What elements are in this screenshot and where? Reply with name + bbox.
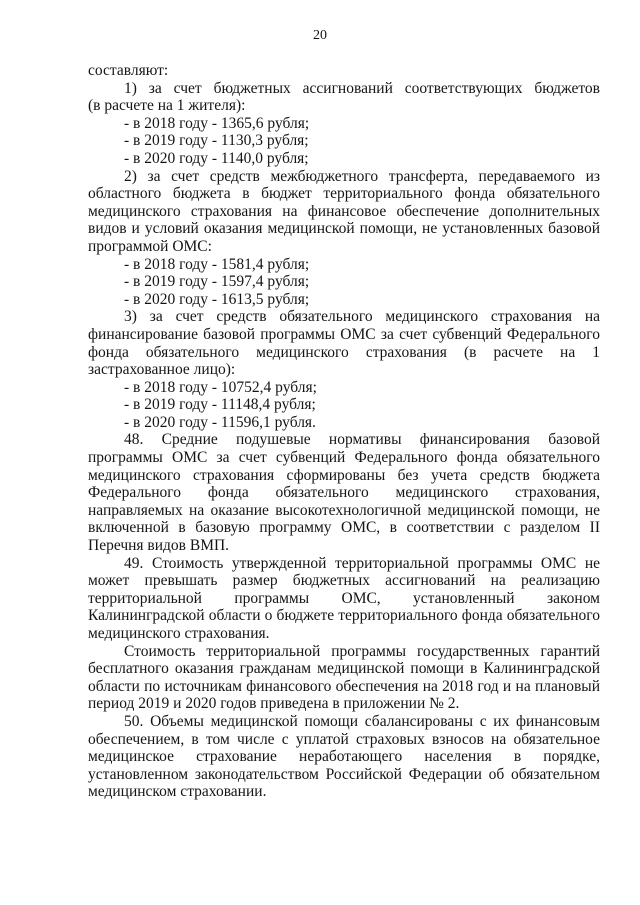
text-line: - в 2019 году - 1597,4 рубля; bbox=[124, 273, 310, 291]
text-line: территориальной программы ОМС, установленный законом bbox=[88, 589, 600, 607]
text-line: медицинское страхование неработающего населения в порядке, bbox=[88, 748, 600, 766]
text-line: застрахованное лицо): bbox=[88, 361, 236, 379]
text-line: составляют: bbox=[88, 62, 169, 79]
text-line: - в 2019 году - 1130,3 рубля; bbox=[124, 132, 309, 150]
text-line: - в 2020 году - 11596,1 рубля. bbox=[124, 413, 316, 431]
text-line: - в 2018 году - 1365,6 рубля; bbox=[124, 114, 310, 132]
text-line: программой ОМС: bbox=[88, 237, 212, 255]
text-line: видов и условий оказания медицинской помощи, не установленных базовой bbox=[88, 220, 600, 238]
text-line: 3) за счет средств обязательного медицинского страхования на bbox=[124, 308, 600, 326]
text-line: включенной в базовую программу ОМС, в соответствии с разделом II bbox=[88, 519, 600, 537]
text-line: медицинского страхования. bbox=[88, 625, 270, 642]
text-line: программы ОМС за счет субвенций Федерального фонда обязательного bbox=[88, 449, 600, 467]
text-line: 2) за счет средств межбюджетного трансферта, передаваемого из bbox=[124, 167, 600, 185]
text-line: фонда обязательного медицинского страхования (в расчете на 1 bbox=[88, 343, 600, 361]
text-line: (в расчете на 1 жителя): bbox=[88, 97, 246, 115]
text-line: 49. Стоимость утвержденной территориальной программы ОМС не bbox=[124, 554, 600, 572]
text-line: установленном законодательством Российской Федерации об обязательном bbox=[88, 765, 600, 783]
text-line: медицинского страхования на финансовое обеспечение дополнительных bbox=[88, 202, 600, 220]
text-line: - в 2019 году - 11148,4 рубля; bbox=[124, 396, 316, 414]
text-line: области по источникам финансового обеспечения на 2018 год и на плановый bbox=[88, 677, 600, 695]
text-line: Стоимость территориальной программы государственных гарантий bbox=[124, 642, 600, 660]
text-line: бесплатного оказания гражданам медицинской помощи в Калининградской bbox=[88, 660, 600, 678]
text-line: медицинского страхования сформированы без учета средств бюджета bbox=[88, 466, 600, 484]
text-line: - в 2020 году - 1140,0 рубля; bbox=[124, 149, 309, 167]
text-line: 1) за счет бюджетных ассигнований соответствующих бюджетов bbox=[124, 79, 600, 97]
text-line: Перечня видов ВМП. bbox=[88, 537, 230, 555]
text-line: - в 2018 году - 10752,4 рубля; bbox=[124, 378, 317, 396]
text-line: может превышать размер бюджетных ассигнований на реализацию bbox=[88, 572, 600, 590]
document-body bbox=[88, 62, 600, 801]
text-line: обеспечением, в том числе с уплатой страховых взносов на обязательное bbox=[88, 730, 600, 748]
text-line: финансирование базовой программы ОМС за счет субвенций Федерального bbox=[88, 325, 600, 343]
text-line: Калининградской области о бюджете территориального фонда обязательного bbox=[88, 607, 600, 625]
page-number: 20 bbox=[313, 28, 327, 43]
text-line: - в 2020 году - 1613,5 рубля; bbox=[124, 290, 310, 308]
text-line: 48. Средние подушевые нормативы финансирования базовой bbox=[124, 431, 600, 449]
text-line: Федерального фонда обязательного медицинского страхования, bbox=[88, 484, 600, 502]
text-line: 50. Объемы медицинской помощи сбалансированы с их финансовым bbox=[124, 712, 600, 730]
text-line: медицинском страховании. bbox=[88, 783, 267, 801]
text-line: период 2019 и 2020 годов приведена в приложении № 2. bbox=[88, 695, 460, 713]
text-line: направляемых на оказание высокотехнологичной медицинской помощи, не bbox=[88, 501, 600, 519]
text-line: - в 2018 году - 1581,4 рубля; bbox=[124, 255, 310, 273]
text-line: областного бюджета в бюджет территориального фонда обязательного bbox=[88, 185, 600, 203]
